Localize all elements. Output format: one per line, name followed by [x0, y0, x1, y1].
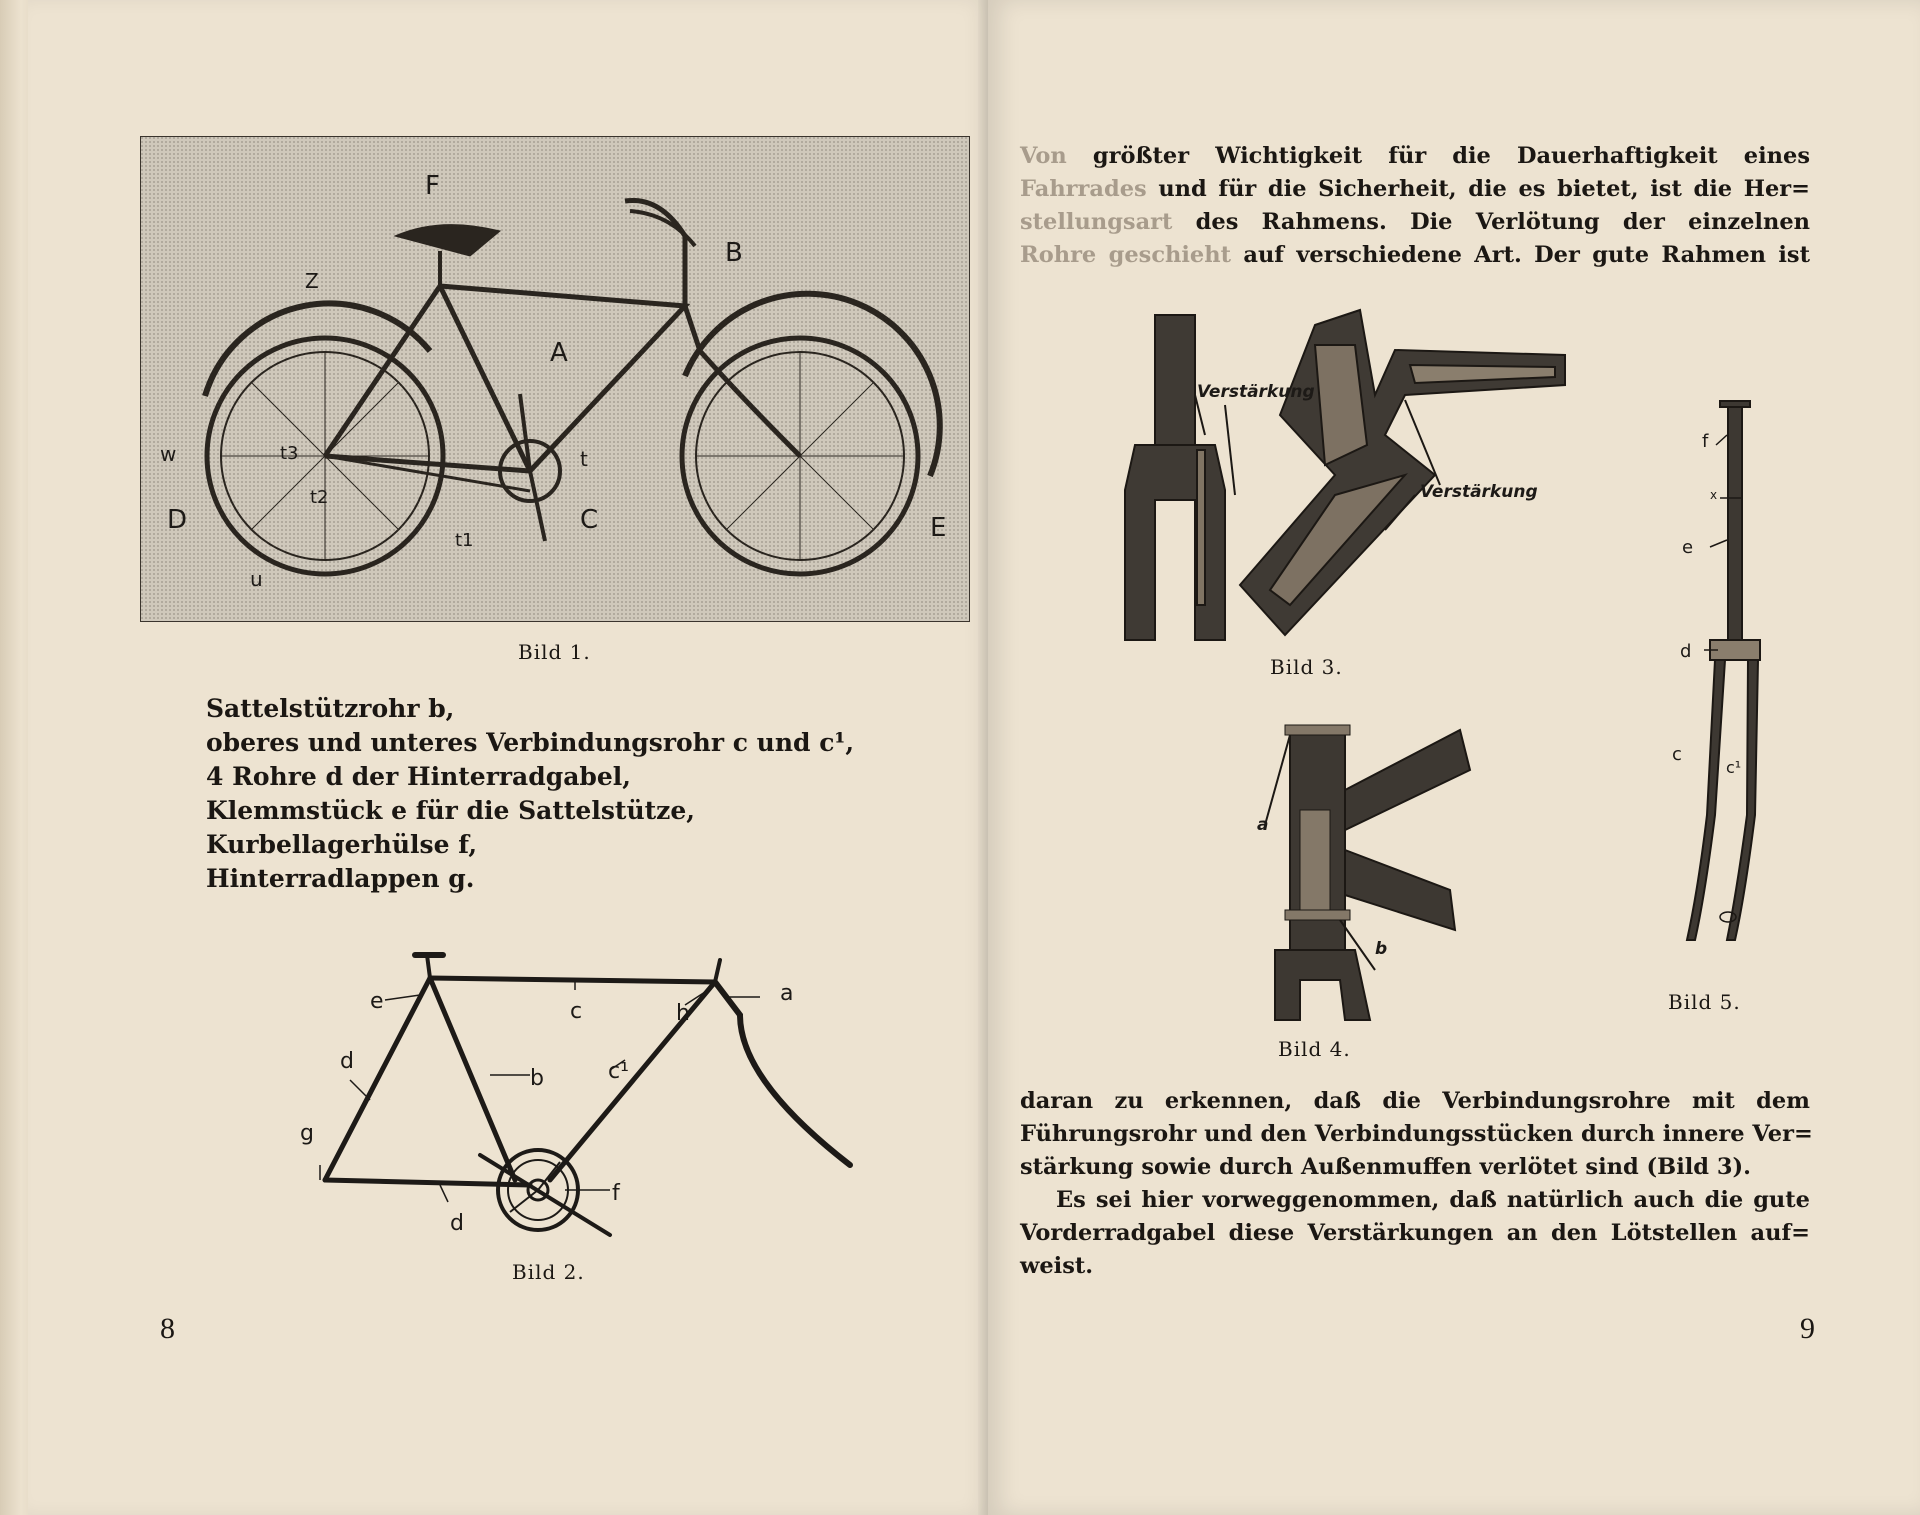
fig1-label-C: C: [580, 505, 599, 535]
page-number-left: 8: [160, 1312, 175, 1345]
text-line: stärkung sowie durch Außenmuffen verlötet sind (Bild 3).: [1020, 1154, 1751, 1180]
fig2-label-d-top: d: [340, 1049, 354, 1074]
steerer-lug-drawing: [1245, 710, 1475, 1030]
fig4-label-a: a: [1257, 815, 1269, 835]
figure-2: [290, 940, 860, 1250]
text-line: daran zu erkennen, daß die Verbindungsrohre mit dem: [1020, 1088, 1810, 1114]
figure-5-caption: Bild 5.: [1668, 990, 1741, 1014]
fig1-label-t2: t2: [310, 487, 329, 508]
text-line: Es sei hier vorweggenommen, daß natürlich auch die gute: [1056, 1187, 1810, 1213]
fig2-label-f: f: [612, 1181, 620, 1206]
fig2-label-c1: c¹: [608, 1059, 629, 1084]
text-line: weist.: [1020, 1253, 1094, 1279]
page-number-right: 9: [1800, 1312, 1815, 1345]
fig2-label-c: c: [570, 999, 583, 1024]
figure-5: [1660, 395, 1790, 965]
figure-3-caption: Bild 3.: [1270, 655, 1343, 679]
bicycle-photo: [140, 136, 970, 622]
fig5-label-d: d: [1680, 641, 1692, 662]
fig4-label-b: b: [1375, 939, 1388, 959]
book-edge: [0, 0, 30, 1515]
parts-list: [206, 692, 854, 896]
parts-list-item: Hinterradlappen g.: [206, 864, 475, 893]
parts-list-item: Kurbellagerhülse f,: [206, 830, 478, 859]
fig1-label-Z: Z: [305, 269, 319, 293]
parts-list-item: Sattelstützrohr b,: [206, 694, 455, 723]
parts-list-item: Klemmstück e für die Sattelstütze,: [206, 796, 695, 825]
fig1-label-t3: t3: [280, 443, 299, 464]
figure-4-caption: Bild 4.: [1278, 1037, 1351, 1061]
fig3-label-left: Verstärkung: [1197, 382, 1315, 402]
fig1-label-D: D: [167, 505, 188, 535]
fig2-label-d-bottom: d: [450, 1211, 464, 1236]
fig1-label-w: w: [160, 442, 177, 466]
fig2-label-g: g: [300, 1121, 314, 1146]
text-line: Rohre geschieht auf verschiedene Art. Der gute Rahmen ist: [1020, 242, 1810, 268]
fig3-label-right: Verstärkung: [1420, 482, 1538, 502]
fig1-label-A: A: [550, 338, 568, 368]
fig1-label-B: B: [725, 238, 743, 268]
figure-4: [1245, 710, 1475, 1030]
figure-2-caption: Bild 2.: [512, 1260, 585, 1284]
parts-list-item: 4 Rohre d der Hinterradgabel,: [206, 762, 631, 791]
fig5-label-f: f: [1702, 431, 1709, 452]
figure-3: [1085, 305, 1575, 645]
fig5-label-x: x: [1710, 488, 1718, 502]
fig5-label-c1: c¹: [1726, 758, 1742, 777]
fig5-label-c: c: [1672, 744, 1682, 765]
intro-paragraph: [1020, 140, 1810, 272]
fig1-label-E: E: [930, 513, 947, 543]
text-line: stellungsart des Rahmens. Die Verlötung der einzelnen: [1020, 209, 1810, 235]
front-fork-drawing: [1660, 395, 1790, 965]
parts-list-item: oberes und unteres Verbindungsrohr c und c¹,: [206, 728, 855, 757]
figure-1-caption: Bild 1.: [518, 640, 591, 664]
text-line: Vorderradgabel diese Verstärkungen an den Lötstellen auf=: [1020, 1220, 1810, 1246]
fig2-label-a: a: [780, 981, 794, 1006]
fig1-label-u: u: [250, 567, 263, 591]
fig5-label-e: e: [1682, 537, 1694, 558]
body-paragraph: [1020, 1085, 1813, 1283]
fig2-label-b: b: [530, 1066, 544, 1091]
lug-cutaway-drawing: [1085, 305, 1575, 645]
text-line: Führungsrohr und den Verbindungsstücken durch innere Ver=: [1020, 1121, 1813, 1147]
fig1-label-t: t: [580, 447, 588, 471]
fig2-label-h: h: [676, 1001, 690, 1026]
fig2-label-e: e: [370, 989, 384, 1014]
text-line: Von größter Wichtigkeit für die Dauerhaftigkeit eines: [1020, 143, 1810, 169]
text-line: Fahrrades und für die Sicherheit, die es bietet, ist die Her=: [1020, 176, 1810, 202]
fig1-label-F: F: [425, 171, 440, 201]
fig1-label-t1: t1: [455, 530, 474, 551]
figure-1: [140, 136, 970, 622]
frame-drawing: [290, 940, 860, 1250]
